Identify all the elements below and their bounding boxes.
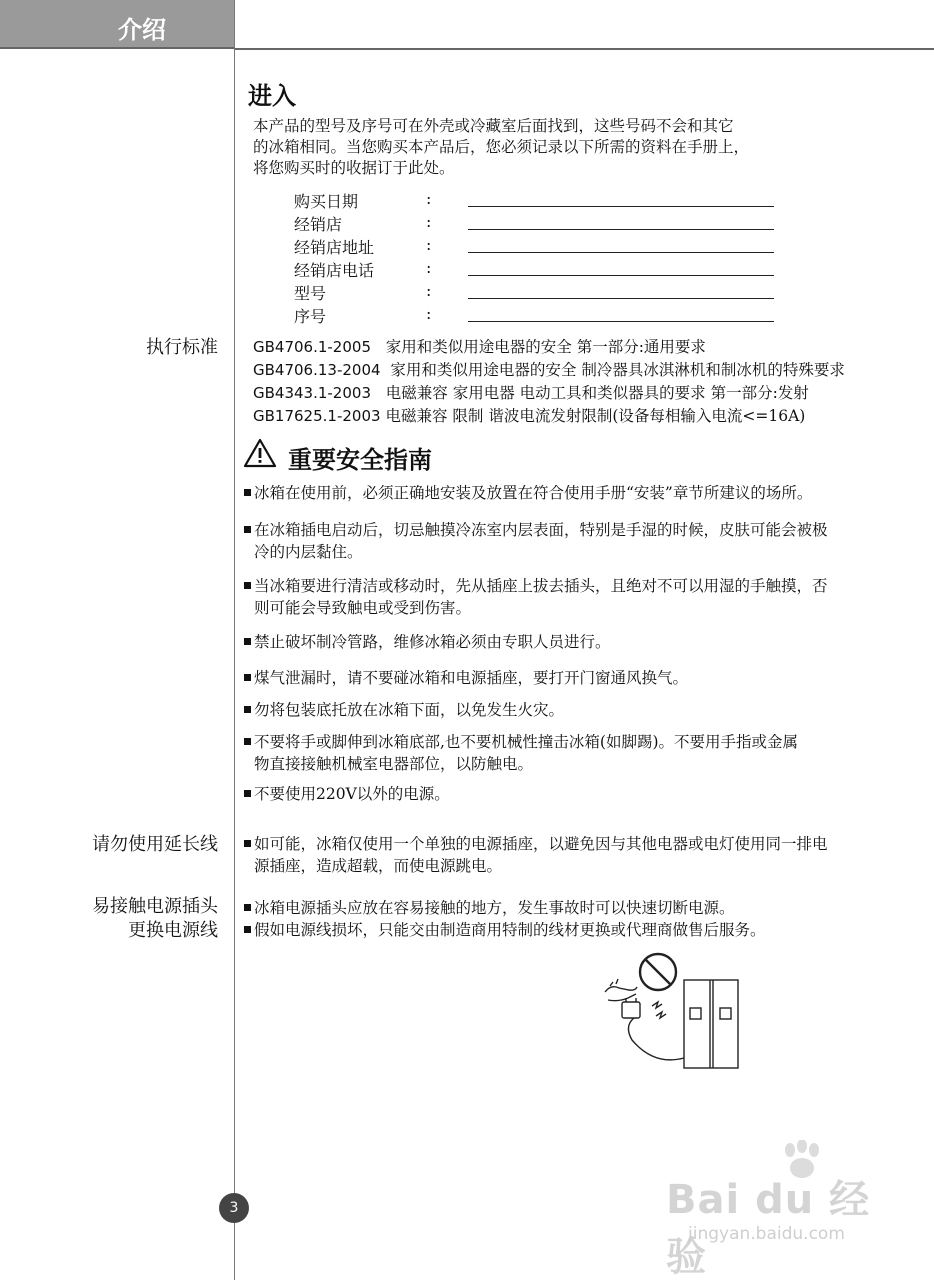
form-row-model (294, 281, 774, 303)
bullet-square-icon (244, 840, 251, 847)
safety-bullet (244, 699, 904, 721)
watermark-url: jingyan.baidu.com (688, 1224, 845, 1244)
bullet-square-icon (244, 904, 251, 911)
standard-desc: 电磁兼容 限制 谐波电流发射限制(设备每相输入电流<=16A) (385, 407, 806, 425)
form-colon: : (426, 304, 432, 323)
standard-desc: 家用和类似用途电器的安全 第一部分:通用要求 (385, 338, 706, 356)
form-field-label: 序号 (294, 307, 327, 326)
intro-title: 进入 (248, 82, 296, 110)
form-row-serial (294, 304, 774, 326)
section-tab-label: 介绍 (118, 16, 166, 44)
plug-bullet (244, 919, 904, 941)
header-rule (235, 48, 934, 50)
form-blank-line[interactable] (468, 321, 774, 322)
bullet-text: 冷的内层黏住。 (254, 543, 363, 561)
form-colon: : (426, 212, 432, 231)
standards-label: 执行标准 (146, 337, 218, 358)
bullet-text: 则可能会导致触电或受到伤害。 (254, 599, 472, 617)
extension-label: 请勿使用延长线 (92, 834, 218, 855)
plug-access-label-line: 更换电源线 (128, 920, 218, 941)
form-field-label: 购买日期 (294, 192, 359, 211)
safety-bullet (244, 575, 904, 619)
bullet-text: 冰箱在使用前，必须正确地安装及放置在符合使用手册“安装”章节所建议的场所。 (254, 484, 813, 502)
bullet-square-icon (244, 738, 251, 745)
bullet-text: 源插座，造成超载，而使电源跳电。 (254, 857, 503, 875)
form-field-label: 经销店 (294, 215, 343, 234)
bullet-square-icon (244, 790, 251, 797)
watermark-logo-text: Bai du 经验 (666, 1177, 871, 1280)
form-blank-line[interactable] (468, 252, 774, 253)
safety-bullet (244, 631, 904, 653)
safety-bullet (244, 783, 904, 805)
bullet-text: 禁止破坏制冷管路，维修冰箱必须由专职人员进行。 (254, 633, 611, 651)
bullet-text: 在冰箱插电启动后，切忌触摸冷冻室内层表面，特别是手湿的时候，皮肤可能会被极 (254, 521, 828, 539)
bullet-square-icon (244, 674, 251, 681)
bullet-text: 如可能，冰箱仅使用一个单独的电源插座，以避免因与其他电器或电灯使用同一排电 (254, 835, 828, 853)
safety-title: 重要安全指南 (288, 446, 432, 474)
form-row-purchase-date (294, 189, 774, 211)
bullet-square-icon (244, 926, 251, 933)
standard-item (253, 381, 809, 403)
form-row-dealer-address (294, 235, 774, 257)
bullet-text: 勿将包装底托放在冰箱下面，以免发生火灾。 (254, 701, 565, 719)
standard-item (253, 335, 706, 357)
baidu-watermark (660, 1140, 890, 1280)
bullet-text: 冰箱电源插头应放在容易接触的地方，发生事故时可以快速切断电源。 (254, 899, 735, 917)
bullet-square-icon (244, 706, 251, 713)
bullet-text: 不要使用220V以外的电源。 (254, 785, 450, 803)
wet-hand-plug-illustration (600, 950, 750, 1075)
form-colon: : (426, 258, 432, 277)
plug-access-label (92, 895, 218, 943)
spark-icon (652, 1002, 662, 1008)
bullet-text: 煤气泄漏时，请不要碰冰箱和电源插座，要打开门窗通风换气。 (254, 669, 689, 687)
bullet-square-icon (244, 489, 251, 496)
form-blank-line[interactable] (468, 298, 774, 299)
extension-bullet (244, 833, 904, 877)
safety-bullet (244, 482, 904, 504)
standard-code: GB4343.1-2003 (253, 384, 371, 402)
bullet-text: 当冰箱要进行清洁或移动时，先从插座上拔去插头，且绝对不可以用湿的手触摸，否 (254, 577, 828, 595)
bullet-square-icon (244, 638, 251, 645)
margin-divider (234, 0, 235, 1280)
intro-line: 本产品的型号及序号可在外壳或冷藏室后面找到，这些号码不会和其它 (253, 117, 734, 135)
form-field-label: 经销店电话 (294, 261, 375, 280)
standard-item (253, 358, 845, 380)
plug-access-label-line: 易接触电源插头 (92, 896, 218, 917)
intro-line: 将您购买时的收据订于此处。 (253, 159, 455, 177)
form-colon: : (426, 235, 432, 254)
bullet-text: 假如电源线损坏，只能交由制造商用特制的线材更换或代理商做售后服务。 (254, 921, 766, 939)
form-blank-line[interactable] (468, 275, 774, 276)
standard-code: GB4706.1-2005 (253, 338, 371, 356)
safety-bullet (244, 731, 904, 775)
standard-item (253, 404, 805, 426)
form-colon: : (426, 189, 432, 208)
intro-line: 的冰箱相同。当您购买本产品后，您必须记录以下所需的资料在手册上， (253, 138, 750, 156)
standard-desc: 家用和类似用途电器的安全 制冷器具冰淇淋机和制冰机的特殊要求 (390, 361, 845, 379)
form-blank-line[interactable] (468, 229, 774, 230)
form-field-label: 经销店地址 (294, 238, 375, 257)
page-number: 3 (219, 1193, 249, 1223)
form-colon: : (426, 281, 432, 300)
section-tab (0, 0, 235, 49)
bullet-square-icon (244, 582, 251, 589)
standard-desc: 电磁兼容 家用电器 电动工具和类似器具的要求 第一部分:发射 (385, 384, 809, 402)
safety-bullet (244, 667, 904, 689)
hand-icon (605, 987, 637, 992)
form-row-dealer (294, 212, 774, 234)
form-field-label: 型号 (294, 284, 327, 303)
safety-bullet (244, 519, 904, 563)
bullet-text: 不要将手或脚伸到冰箱底部,也不要机械性撞击冰箱(如脚踢)。不要用手指或金属 (254, 733, 799, 751)
refrigerator-icon (684, 980, 738, 1068)
bullet-square-icon (244, 526, 251, 533)
form-row-dealer-phone (294, 258, 774, 280)
intro-paragraph (253, 116, 749, 179)
standard-code: GB17625.1-2003 (253, 407, 381, 425)
form-blank-line[interactable] (468, 206, 774, 207)
power-cord-icon (628, 1018, 684, 1060)
bullet-text: 物直接接触机械室电器部位，以防触电。 (254, 755, 534, 773)
standard-code: GB4706.13-2004 (253, 361, 381, 379)
plug-icon (622, 1002, 640, 1018)
plug-bullet (244, 897, 904, 919)
warning-triangle-icon (243, 438, 277, 468)
